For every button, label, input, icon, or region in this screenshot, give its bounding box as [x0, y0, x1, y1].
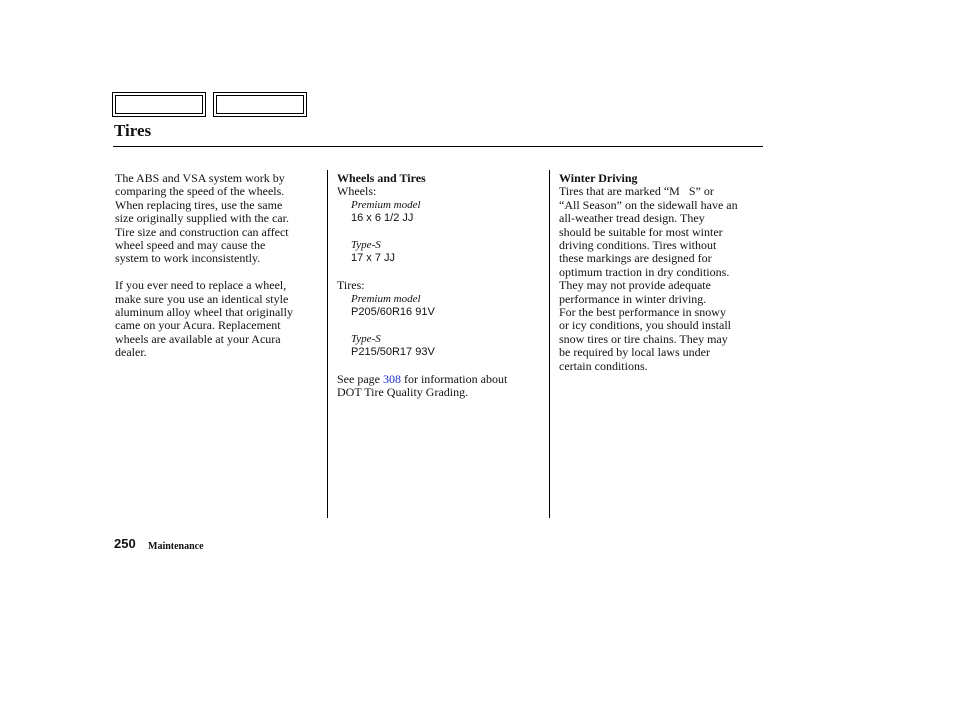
column-intro — [115, 172, 320, 360]
wheels-tires-heading: Wheels and Tires — [337, 171, 426, 185]
intro-line: wheel speed and may cause the — [115, 238, 266, 253]
column-divider — [549, 170, 550, 518]
column-wheels-tires — [337, 172, 542, 400]
replace-wheel-line: came on your Acura. Replacement — [115, 318, 281, 333]
wheel-model: Type-S — [351, 239, 381, 252]
intro-line: When replacing tires, use the same — [115, 197, 283, 212]
nav-next-button[interactable] — [213, 92, 307, 117]
winter-line: Tires that are marked “M S” or — [559, 184, 714, 199]
replace-wheel-line: dealer. — [115, 345, 147, 360]
winter-driving-heading: Winter Driving — [559, 171, 638, 185]
wheel-size: 17 x 7 JJ — [351, 252, 396, 265]
see-page-prefix: See page — [337, 372, 383, 387]
see-page-line2: DOT Tire Quality Grading. — [337, 385, 469, 400]
winter-line: For the best performance in snowy — [559, 305, 726, 320]
winter-line: certain conditions. — [559, 358, 648, 373]
nav-previous-button[interactable] — [112, 92, 206, 117]
winter-line: performance in winter driving. — [559, 291, 707, 306]
section-label: Maintenance — [148, 541, 204, 552]
replace-wheel-line: If you ever need to replace a wheel, — [115, 278, 287, 293]
winter-line: optimum traction in dry conditions. — [559, 264, 730, 279]
winter-line: should be suitable for most winter — [559, 224, 723, 239]
winter-line: “All Season” on the sidewall have an — [559, 197, 738, 212]
winter-line: these markings are designed for — [559, 251, 712, 266]
tire-model: Type-S — [351, 332, 381, 345]
winter-line: snow tires or tire chains. They may — [559, 331, 728, 346]
intro-line: size originally supplied with the car. — [115, 211, 289, 226]
column-winter-driving — [559, 172, 764, 373]
page-number: 250 — [114, 536, 136, 551]
see-page-line — [337, 373, 542, 386]
wheel-model: Premium model — [351, 198, 421, 211]
see-page-suffix: for information about — [400, 372, 508, 387]
tire-model: Premium model — [351, 292, 421, 305]
winter-line: all-weather tread design. They — [559, 211, 705, 226]
intro-line: The ABS and VSA system work by — [115, 171, 285, 185]
column-divider — [327, 170, 328, 518]
winter-line: or icy conditions, you should install — [559, 318, 731, 333]
tire-size: P205/60R16 91V — [351, 306, 435, 319]
intro-line: system to work inconsistently. — [115, 251, 261, 266]
page-title: Tires — [114, 121, 152, 140]
page-308-link[interactable]: 308 — [382, 372, 401, 387]
wheel-size: 16 x 6 1/2 JJ — [351, 212, 414, 225]
intro-line: Tire size and construction can affect — [115, 224, 289, 239]
replace-wheel-line: make sure you use an identical style — [115, 291, 289, 306]
tire-size: P215/50R17 93V — [351, 346, 435, 359]
intro-line: comparing the speed of the wheels. — [115, 184, 285, 199]
replace-wheel-line: wheels are available at your Acura — [115, 331, 281, 346]
winter-line: driving conditions. Tires without — [559, 238, 717, 253]
replace-wheel-line: aluminum alloy wheel that originally — [115, 305, 293, 320]
tires-label: Tires: — [337, 278, 365, 293]
title-divider — [113, 146, 763, 147]
winter-line: be required by local laws under — [559, 345, 710, 360]
wheels-label: Wheels: — [337, 184, 377, 199]
winter-line: They may not provide adequate — [559, 278, 711, 293]
